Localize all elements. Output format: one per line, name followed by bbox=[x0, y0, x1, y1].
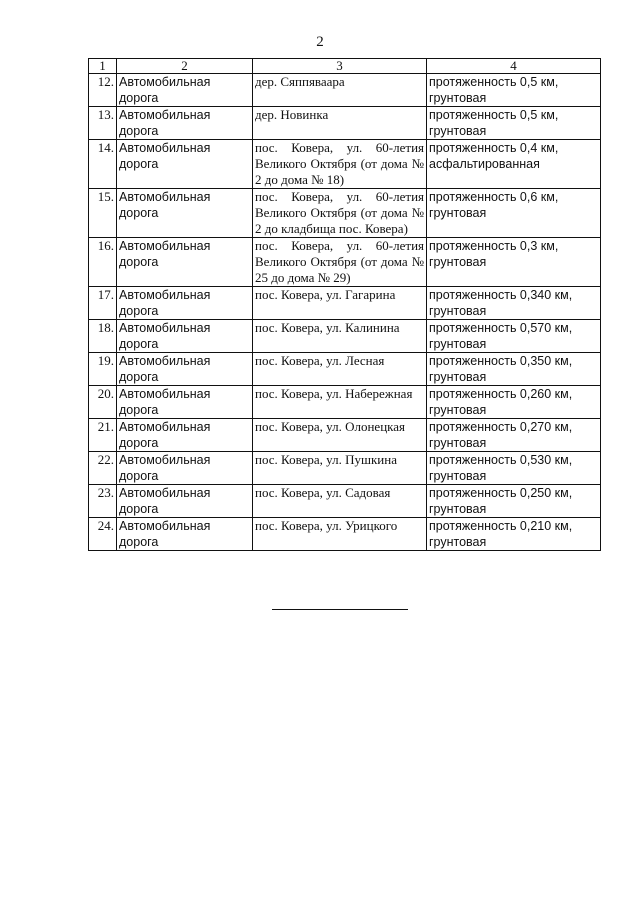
row-number: 16. bbox=[89, 238, 117, 287]
object-location: пос. Ковера, ул. Олонецкая bbox=[253, 419, 427, 452]
column-header-3: 3 bbox=[253, 59, 427, 74]
row-number: 19. bbox=[89, 353, 117, 386]
object-description: протяженность 0,270 км, грунтовая bbox=[427, 419, 601, 452]
column-header-2: 2 bbox=[117, 59, 253, 74]
object-name: Автомобильная дорога bbox=[117, 107, 253, 140]
object-description: протяженность 0,570 км, грунтовая bbox=[427, 320, 601, 353]
object-description: протяженность 0,5 км, грунтовая bbox=[427, 107, 601, 140]
object-location: дер. Новинка bbox=[253, 107, 427, 140]
table-row bbox=[89, 485, 601, 518]
object-location: пос. Ковера, ул. Садовая bbox=[253, 485, 427, 518]
table-row bbox=[89, 419, 601, 452]
object-description: протяженность 0,210 км, грунтовая bbox=[427, 518, 601, 551]
table-row bbox=[89, 140, 601, 189]
object-description: протяженность 0,260 км, грунтовая bbox=[427, 386, 601, 419]
object-description: протяженность 0,3 км, грунтовая bbox=[427, 238, 601, 287]
row-number: 24. bbox=[89, 518, 117, 551]
table-row bbox=[89, 107, 601, 140]
object-name: Автомобильная дорога bbox=[117, 320, 253, 353]
object-location: дер. Сяппяваара bbox=[253, 74, 427, 107]
object-description: протяженность 0,6 км, грунтовая bbox=[427, 189, 601, 238]
row-number: 13. bbox=[89, 107, 117, 140]
page-number: 2 bbox=[316, 34, 324, 50]
object-name: Автомобильная дорога bbox=[117, 452, 253, 485]
table-row bbox=[89, 287, 601, 320]
column-header-4: 4 bbox=[427, 59, 601, 74]
object-description: протяженность 0,5 км, грунтовая bbox=[427, 74, 601, 107]
object-location: пос. Ковера, ул. Урицкого bbox=[253, 518, 427, 551]
object-description: протяженность 0,250 км, грунтовая bbox=[427, 485, 601, 518]
object-location: пос. Ковера, ул. 60-летия Великого Октября (от дома № 2 до кладбища пос. Ковера) bbox=[253, 189, 427, 238]
table-row bbox=[89, 386, 601, 419]
table-row bbox=[89, 518, 601, 551]
roads-table bbox=[88, 58, 601, 551]
object-location: пос. Ковера, ул. Гагарина bbox=[253, 287, 427, 320]
object-name: Автомобильная дорога bbox=[117, 419, 253, 452]
object-description: протяженность 0,350 км, грунтовая bbox=[427, 353, 601, 386]
object-name: Автомобильная дорога bbox=[117, 485, 253, 518]
object-location: пос. Ковера, ул. Калинина bbox=[253, 320, 427, 353]
end-of-document-line bbox=[272, 609, 408, 610]
table-row bbox=[89, 189, 601, 238]
object-location: пос. Ковера, ул. 60-летия Великого Октября (от дома № 25 до дома № 29) bbox=[253, 238, 427, 287]
object-location: пос. Ковера, ул. Набережная bbox=[253, 386, 427, 419]
row-number: 20. bbox=[89, 386, 117, 419]
object-location: пос. Ковера, ул. 60-летия Великого Октября (от дома № 2 до дома № 18) bbox=[253, 140, 427, 189]
object-name: Автомобильная дорога bbox=[117, 74, 253, 107]
table-row bbox=[89, 238, 601, 287]
object-description: протяженность 0,4 км, асфальтированная bbox=[427, 140, 601, 189]
row-number: 18. bbox=[89, 320, 117, 353]
object-name: Автомобильная дорога bbox=[117, 287, 253, 320]
object-name: Автомобильная дорога bbox=[117, 518, 253, 551]
object-name: Автомобильная дорога bbox=[117, 353, 253, 386]
row-number: 15. bbox=[89, 189, 117, 238]
row-number: 14. bbox=[89, 140, 117, 189]
object-name: Автомобильная дорога bbox=[117, 189, 253, 238]
row-number: 21. bbox=[89, 419, 117, 452]
object-name: Автомобильная дорога bbox=[117, 140, 253, 189]
object-name: Автомобильная дорога bbox=[117, 238, 253, 287]
row-number: 22. bbox=[89, 452, 117, 485]
object-name: Автомобильная дорога bbox=[117, 386, 253, 419]
object-location: пос. Ковера, ул. Лесная bbox=[253, 353, 427, 386]
column-header-1: 1 bbox=[89, 59, 117, 74]
object-location: пос. Ковера, ул. Пушкина bbox=[253, 452, 427, 485]
row-number: 17. bbox=[89, 287, 117, 320]
row-number: 23. bbox=[89, 485, 117, 518]
table-row bbox=[89, 320, 601, 353]
object-description: протяженность 0,340 км, грунтовая bbox=[427, 287, 601, 320]
table-header-row bbox=[89, 59, 601, 74]
object-description: протяженность 0,530 км, грунтовая bbox=[427, 452, 601, 485]
table-row bbox=[89, 452, 601, 485]
row-number: 12. bbox=[89, 74, 117, 107]
table-row bbox=[89, 74, 601, 107]
table-row bbox=[89, 353, 601, 386]
